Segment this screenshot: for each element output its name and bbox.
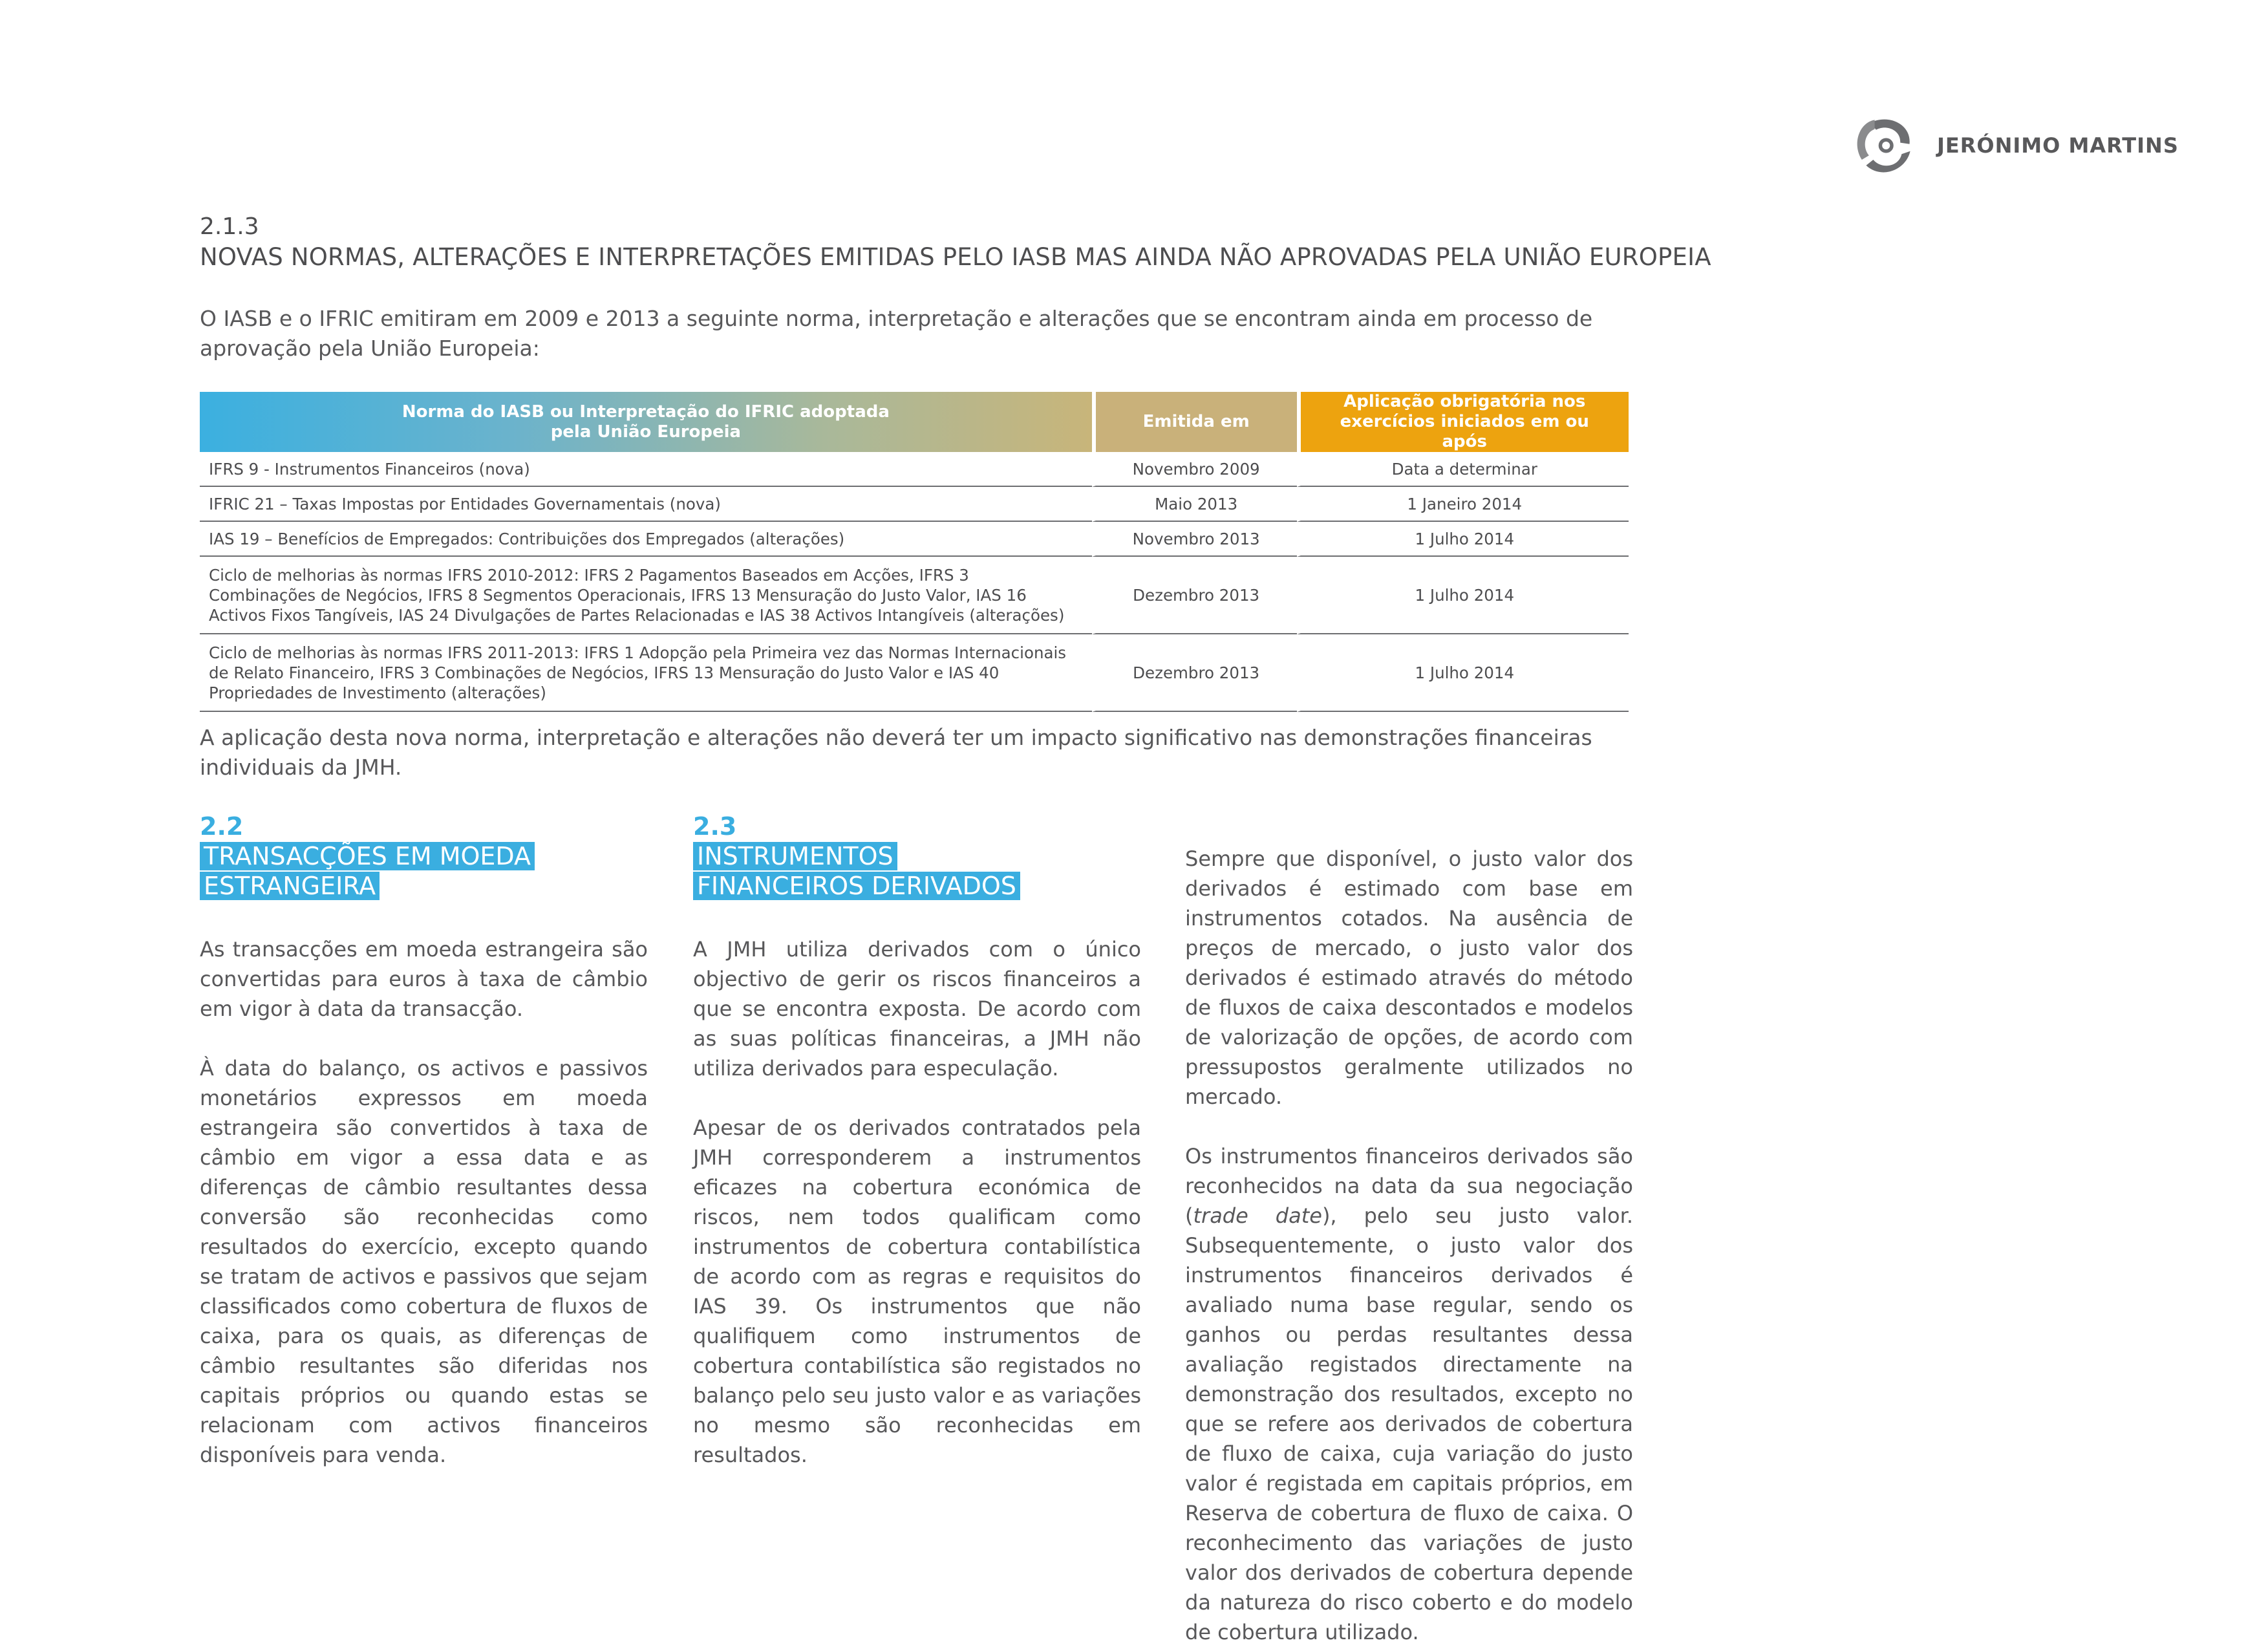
section-2-3-paragraph-1: A JMH utiliza derivados com o único objectivo de gerir os riscos financeiros a que se encontra exposta. De acordo com as suas políticas financeiras, a JMH não utiliza derivados para especulação.: [693, 937, 1141, 1081]
section-2-3-title-line2: FINANCEIROS DERIVADOS: [693, 872, 1020, 900]
table-row: [200, 522, 1629, 557]
cell-emitida: Dezembro 2013: [1092, 557, 1297, 634]
cell-emitida: Maio 2013: [1092, 487, 1297, 522]
table-row: [200, 452, 1629, 487]
header-aplicacao: Aplicação obrigatória nos exercícios iniciados em ou após: [1297, 392, 1629, 452]
cell-aplicacao: 1 Julho 2014: [1297, 634, 1629, 712]
section-2-2-title: [200, 841, 648, 901]
section-2-2-title-line2: ESTRANGEIRA: [200, 872, 380, 900]
header-norma: Norma do IASB ou Interpretação do IFRIC adoptada pela União Europeia: [200, 392, 1092, 452]
section-2-2-title-line1: TRANSACÇÕES EM MOEDA: [200, 842, 535, 870]
table-header-row: [200, 392, 1629, 452]
table-row: [200, 557, 1629, 634]
table-footnote: A aplicação desta nova norma, interpretação e alterações não deverá ter um impacto significativo nas demonstrações financeiras individuais da JMH.: [200, 725, 1592, 780]
cell-aplicacao: 1 Julho 2014: [1297, 522, 1629, 557]
cell-emitida: Dezembro 2013: [1092, 634, 1297, 712]
section-number: 2.1.3: [200, 213, 259, 240]
cell-norma: IFRS 9 - Instrumentos Financeiros (nova): [200, 452, 1092, 487]
column-3-paragraph-2-start: Os instrumentos financeiros derivados são reconhecidos na data da sua negociação (: [1185, 1144, 1633, 1228]
cell-norma: IFRIC 21 – Taxas Impostas por Entidades Governamentais (nova): [200, 487, 1092, 522]
section-intro: O IASB e o IFRIC emitiram em 2009 e 2013 a seguinte norma, interpretação e alterações que se encontram ainda em processo de aprovação pela União Europeia:: [200, 306, 1593, 361]
section-2-3-title: [693, 841, 1141, 901]
column-3-paragraph-2-end: ), pelo seu justo valor. Subsequentemente, o justo valor dos instrumentos financeiros derivados é avaliado numa base regular, sendo os ganhos ou perdas resultantes dessa avaliação registados directamente na demonstração dos resultados, excepto no que se refere aos derivados de cobertura de fluxo de caixa, cuja variação do justo valor é registada em capitais próprios, em Reserva de cobertura de fluxo de caixa. O reconhecimento das variações de justo valor dos derivados de cobertura depende da natureza do risco coberto e do modelo de cobertura utilizado.: [1185, 1203, 1634, 1644]
logo-text: JERÓNIMO MARTINS: [1937, 133, 2179, 158]
cell-aplicacao: 1 Janeiro 2014: [1297, 487, 1629, 522]
trade-date-term: trade date: [1193, 1203, 1322, 1228]
section-2-2-paragraph-2: À data do balanço, os activos e passivos monetários expressos em moeda estrangeira são convertidos à taxa de câmbio em vigor a essa data e as diferenças de câmbio resultantes dessa conversão são reconhecidas como resultados do exercício, excepto quando se tratam de activos e passivos que sejam classificados como cobertura de fluxos de caixa, para os quais, as diferenças de câmbio resultantes são diferidas nos capitais próprios ou quando estas se relacionam com activos financeiros disponíveis para venda.: [200, 1056, 648, 1467]
section-2-2: [200, 812, 648, 1470]
jeronimo-martins-logo-icon: [1849, 110, 1920, 181]
cell-aplicacao: 1 Julho 2014: [1297, 557, 1629, 634]
section-2-2-number: 2.2: [200, 812, 244, 841]
table-row: [200, 634, 1629, 712]
cell-emitida: Novembro 2009: [1092, 452, 1297, 487]
section-title: NOVAS NORMAS, ALTERAÇÕES E INTERPRETAÇÕES EMITIDAS PELO IASB MAS AINDA NÃO APROVADAS PELA UNIÃO EUROPEIA: [200, 243, 1711, 271]
column-3-paragraph-1: Sempre que disponível, o justo valor dos derivados é estimado com base em instrumentos cotados. Na ausência de preços de mercado, o justo valor dos derivados é estimado através do método de fluxos de caixa descontados e modelos de valorização de opções, de acordo com pressupostos geralmente utilizados no mercado.: [1185, 846, 1633, 1109]
cell-norma: IAS 19 – Benefícios de Empregados: Contribuições dos Empregados (alterações): [200, 522, 1092, 557]
table-row: [200, 487, 1629, 522]
cell-norma: Ciclo de melhorias às normas IFRS 2010-2012: IFRS 2 Pagamentos Baseados em Acções, IFRS 3 Combinações de Negócios, IFRS 8 Segmentos Operacionais, IFRS 13 Mensuração do Justo Valor, IAS 16 Activos Fixos Tangíveis, IAS 24 Divulgações de Partes Relacionadas e IAS 38 Activos Intangíveis (alterações): [200, 557, 1092, 634]
norms-table: [200, 392, 1629, 712]
cell-aplicacao: Data a determinar: [1297, 452, 1629, 487]
column-3-paragraph-2: [1185, 1141, 1633, 1647]
section-2-3: [693, 812, 1141, 1470]
cell-norma: Ciclo de melhorias às normas IFRS 2011-2013: IFRS 1 Adopção pela Primeira vez das Normas Internacionais de Relato Financeiro, IFRS 3 Combinações de Negócios, IFRS 13 Mensuração do Justo Valor e IAS 40 Propriedades de Investimento (alterações): [200, 634, 1092, 712]
section-2-3-title-line1: INSTRUMENTOS: [693, 842, 897, 870]
section-2-3-paragraph-2: Apesar de os derivados contratados pela JMH corresponderem a instrumentos eficazes na cobertura económica de riscos, nem todos qualificam como instrumentos de cobertura contabilística de acordo com as regras e requisitos do IAS 39. Os instrumentos que não qualifiquem como instrumentos de cobertura contabilística são registados no balanço pelo seu justo valor e as variações no mesmo são reconhecidas em resultados.: [693, 1115, 1141, 1467]
cell-emitida: Novembro 2013: [1092, 522, 1297, 557]
section-2-3-number: 2.3: [693, 812, 737, 841]
company-logo: [1849, 110, 2179, 181]
header-emitida: Emitida em: [1092, 392, 1297, 452]
section-2-2-paragraph-1: As transacções em moeda estrangeira são convertidas para euros à taxa de câmbio em vigor à data da transacção.: [200, 937, 648, 1021]
section-2-3-continued: [1185, 844, 1633, 1647]
